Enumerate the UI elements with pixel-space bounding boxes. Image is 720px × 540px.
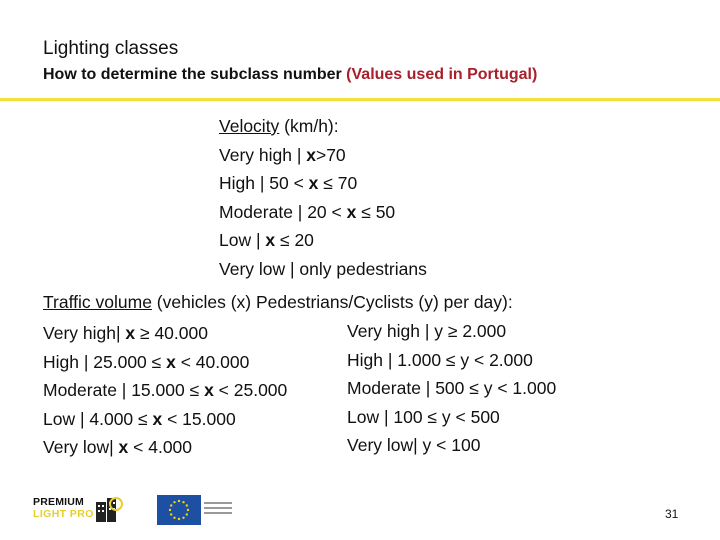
velocity-line [219, 226, 427, 255]
vehicle-cond: < 4.000 [128, 437, 193, 458]
subtitle-note: (Values used in Portugal) [346, 66, 538, 83]
vehicle-var: x [152, 408, 163, 429]
velocity-label: Low | [219, 230, 266, 251]
pedestrian-line: Moderate | 500 ≤ y < 1.000 [347, 378, 557, 399]
velocity-label: High | 50 < [219, 173, 309, 194]
pedestrian-thresholds [347, 317, 556, 460]
vehicle-line [43, 376, 287, 405]
vehicle-label: Low | 4.000 ≤ [43, 408, 153, 429]
subtitle-main: How to determine the subclass number [43, 66, 347, 83]
velocity-line [219, 169, 427, 198]
vehicle-cond: < 25.000 [213, 380, 288, 401]
vehicle-var: x [166, 351, 176, 372]
building-icon [88, 494, 124, 524]
vehicle-var: x [118, 437, 129, 458]
vehicle-var: x [204, 380, 214, 401]
vehicle-label: High | 25.000 ≤ [43, 351, 167, 372]
velocity-label: Moderate | 20 < [219, 201, 347, 222]
eu-logo [157, 495, 233, 525]
vehicle-label: Very low| [43, 437, 119, 458]
velocity-cond: >70 [315, 144, 346, 165]
velocity-label: Very low | only pedestrians [219, 258, 427, 279]
velocity-block [219, 112, 427, 284]
vehicle-line [43, 319, 287, 348]
pedestrian-line: Low | 100 ≤ y < 500 [347, 406, 500, 427]
logo-text-light-pro: LIGHT PRO [33, 508, 94, 520]
traffic-heading-line [43, 292, 513, 313]
vehicle-line [43, 405, 287, 434]
slide-title: Lighting classes [43, 38, 179, 59]
velocity-line [219, 198, 427, 227]
velocity-heading-line [219, 112, 427, 141]
velocity-unit: (km/h): [279, 116, 339, 136]
eu-stars-icon [157, 495, 201, 525]
vehicle-var: x [125, 323, 136, 343]
eu-flag-icon [157, 495, 201, 525]
velocity-cond: ≤ 20 [275, 230, 314, 251]
pedestrian-line: Very high | y ≥ 2.000 [347, 321, 507, 341]
velocity-var: x [308, 173, 319, 194]
velocity-heading: Velocity [219, 116, 280, 136]
velocity-var: x [346, 201, 357, 222]
vehicle-cond: < 40.000 [175, 351, 250, 372]
vehicle-cond: ≥ 40.000 [135, 323, 208, 343]
velocity-cond: ≤ 70 [318, 173, 358, 194]
vehicle-label: Moderate | 15.000 ≤ [43, 380, 205, 401]
eu-caption [204, 502, 232, 517]
velocity-cond: ≤ 50 [356, 201, 396, 222]
header-rule [0, 98, 720, 101]
traffic-heading: Traffic volume [43, 292, 152, 312]
velocity-label: Very high | [219, 144, 307, 165]
vehicle-line [43, 433, 287, 462]
velocity-line [219, 141, 427, 170]
logo-text-premium: PREMIUM [33, 496, 84, 508]
velocity-line [219, 255, 427, 284]
velocity-var: x [306, 144, 316, 165]
vehicle-thresholds [43, 319, 287, 462]
traffic-desc: (vehicles (x) Pedestrians/Cyclists (y) per day): [151, 292, 513, 312]
page-number: 31 [665, 507, 679, 521]
premium-light-logo [33, 492, 125, 526]
velocity-var: x [265, 230, 276, 251]
pedestrian-line: High | 1.000 ≤ y < 2.000 [347, 349, 533, 370]
vehicle-cond: < 15.000 [162, 408, 236, 429]
vehicle-label: Very high| [43, 323, 126, 343]
pedestrian-line: Very low| y < 100 [347, 435, 481, 456]
slide-subtitle [43, 66, 537, 84]
vehicle-line [43, 348, 287, 377]
